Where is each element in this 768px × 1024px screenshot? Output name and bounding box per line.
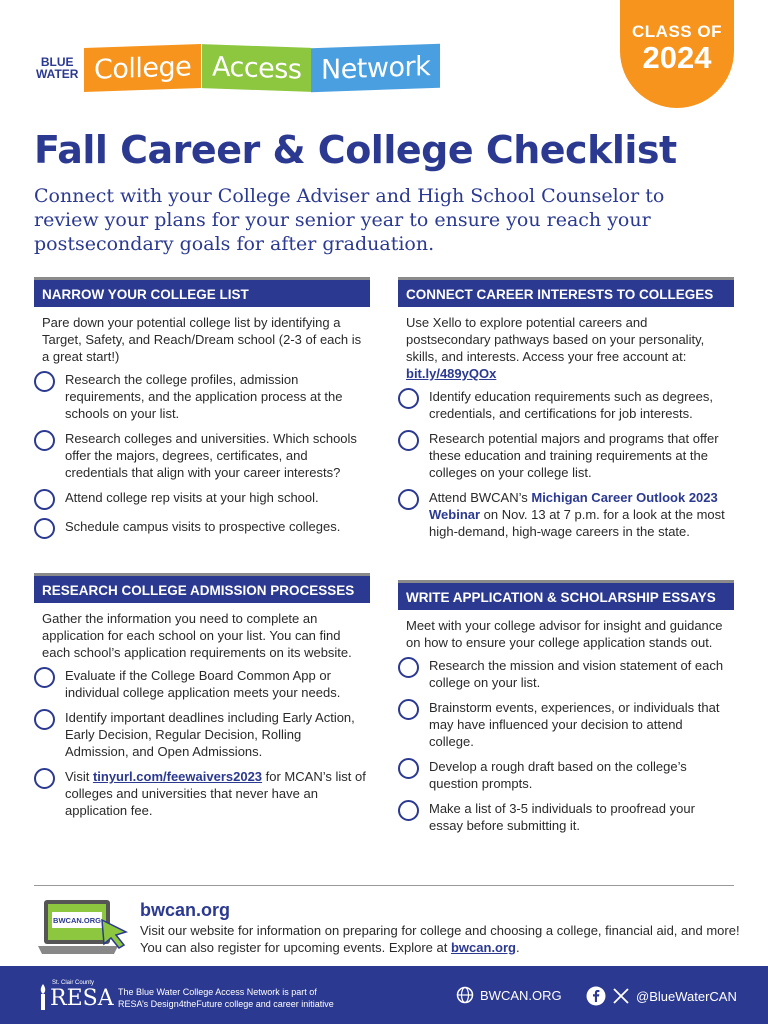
xello-link[interactable]: bit.ly/489yQOx: [406, 366, 497, 381]
checklist-item: [398, 489, 734, 540]
section-description: Pare down your potential college list by identifying a Target, Safety, and Reach/Dream school (2-3 of each is a great start!): [42, 315, 362, 364]
webinar-name: Michigan Career Outlook 2023 Webinar: [429, 490, 718, 522]
checkbox-circle[interactable]: [398, 657, 419, 678]
section-admission-processes: [34, 573, 370, 827]
checklist-item: [34, 371, 370, 422]
checklist-text: Identify education requirements such as degrees, credentials, and certifications for job interests.: [429, 389, 714, 421]
website-link[interactable]: bwcan.org: [450, 940, 516, 955]
checkbox-circle[interactable]: [34, 709, 55, 730]
page-title: Fall Career & College Checklist: [34, 128, 677, 172]
laptop-screen-label: BWCAN.ORG: [53, 916, 101, 925]
description-text: Use Xello to explore potential careers and postsecondary pathways based on your personality, skills, and interests. Access your free account at:: [406, 315, 705, 364]
checklist-item: [34, 489, 370, 510]
checklist-text: Evaluate if the College Board Common App or individual college application meets your needs.: [65, 668, 341, 700]
checklist-item: [398, 388, 734, 422]
checkbox-circle[interactable]: [398, 430, 419, 451]
x-twitter-icon[interactable]: [612, 987, 630, 1005]
bwcan-logo: [36, 40, 440, 96]
logo-small-2: WATER: [36, 67, 79, 81]
checklist-text: Make a list of 3-5 individuals to proofread your essay before submitting it.: [429, 801, 695, 833]
checklist-text: [65, 768, 370, 819]
footer-web-text: BWCAN.ORG: [480, 987, 562, 1003]
section-description: [398, 307, 734, 382]
text-post: on Nov. 13 at 7 p.m. for a look at the most high-demand, high-wage careers in the state.: [429, 507, 725, 539]
logo-word-network: Network: [311, 44, 440, 93]
logo-blue-water: [36, 56, 78, 80]
laptop-icon: [36, 898, 132, 958]
logo-small-1: BLUE: [40, 55, 74, 69]
checkbox-circle[interactable]: [34, 371, 55, 392]
badge-label: CLASS OF: [632, 22, 722, 41]
checklist-item: [34, 667, 370, 701]
facebook-icon[interactable]: [586, 986, 606, 1006]
checklist-text: Schedule campus visits to prospective colleges.: [65, 519, 341, 534]
checkbox-circle[interactable]: [398, 489, 419, 510]
checklist-text: Research the mission and vision statement of each college on your list.: [429, 658, 724, 690]
section-description: Gather the information you need to complete an application for each school on your list. You can find each school’s application requirements on its website.: [42, 611, 352, 660]
checklist-item: [398, 699, 734, 750]
checkbox-circle[interactable]: [34, 430, 55, 451]
checklist-item: [398, 657, 734, 691]
checklist-item: [34, 768, 370, 819]
section-heading: NARROW YOUR COLLEGE LIST: [34, 277, 370, 307]
website-text-end: .: [516, 940, 520, 955]
checkbox-circle[interactable]: [34, 667, 55, 688]
torch-icon: [36, 982, 50, 1012]
section-heading: WRITE APPLICATION & SCHOLARSHIP ESSAYS: [398, 580, 734, 610]
checklist-item: [34, 709, 370, 760]
text-pre: Attend BWCAN’s: [429, 490, 532, 505]
footer-social-handle: @BlueWaterCAN: [636, 988, 737, 1004]
logo-word-college: College: [84, 44, 201, 92]
resa-small-text: St. Clair County: [52, 980, 95, 986]
resa-logo: [36, 980, 114, 1012]
section-essays: [398, 580, 734, 842]
section-description: Meet with your college advisor for insight and guidance on how to ensure your college application stands out.: [406, 618, 723, 650]
checklist-text: Brainstorm events, experiences, or individuals that may have influenced your decision to attend college.: [429, 700, 720, 749]
logo-word-access: Access: [202, 44, 311, 92]
feewaivers-link[interactable]: tinyurl.com/feewaivers2023: [92, 769, 263, 784]
checklist-text: Research colleges and universities. Which schools offer the majors, degrees, certificates, and credentials that align with your career interests?: [65, 431, 357, 480]
section-heading: RESEARCH COLLEGE ADMISSION PROCESSES: [34, 573, 370, 603]
website-title[interactable]: bwcan.org: [140, 900, 231, 920]
checklist-item: [398, 758, 734, 792]
section-heading: CONNECT CAREER INTERESTS TO COLLEGES: [398, 277, 734, 307]
text-pre: Visit: [65, 769, 93, 784]
intro-text: Connect with your College Adviser and High School Counselor to review your plans for your senior year to ensure you reach your postsecondary goals for after graduation.: [34, 185, 665, 255]
divider: [34, 885, 734, 886]
checklist-text: Attend college rep visits at your high school.: [65, 490, 319, 505]
checklist-text: Develop a rough draft based on the college’s question prompts.: [429, 759, 687, 791]
checkbox-circle[interactable]: [34, 489, 55, 510]
section-career-interests: [398, 277, 734, 548]
checkbox-circle[interactable]: [398, 758, 419, 779]
checkbox-circle[interactable]: [34, 768, 55, 789]
footer-note: The Blue Water College Access Network is part of RESA’s Design4theFuture college and career initiative: [118, 987, 334, 1009]
checklist-text: Research potential majors and programs that offer these education and training requirements at the colleges on your college list.: [429, 431, 719, 480]
badge-year: 2024: [642, 40, 712, 75]
class-of-badge: [620, 0, 734, 108]
checklist-item: [398, 800, 734, 834]
section-narrow-college-list: [34, 277, 370, 547]
checklist-text: [429, 489, 734, 540]
text-post: for MCAN’s list of colleges and universities that never have an application fee.: [65, 769, 366, 818]
footer-website[interactable]: [456, 986, 562, 1004]
checklist-item: [398, 430, 734, 481]
globe-icon: [456, 986, 474, 1004]
footer-social[interactable]: [586, 986, 737, 1006]
checklist-item: [34, 518, 370, 539]
footer-bar: [0, 966, 768, 1024]
website-text: Visit our website for information on preparing for college and choosing a college, financial aid, and more! You can also register for upcoming events. Explore at: [140, 923, 740, 955]
checklist-text: Research the college profiles, admission requirements, and the application process at the schools on your list.: [65, 372, 343, 421]
resa-text: RESA: [50, 986, 114, 1011]
checkbox-circle[interactable]: [398, 699, 419, 720]
checkbox-circle[interactable]: [34, 518, 55, 539]
checklist-text: Identify important deadlines including Early Action, Early Decision, Regular Decision, Rolling Admission, and Open Admissions.: [65, 710, 355, 759]
checkbox-circle[interactable]: [398, 388, 419, 409]
website-description: [140, 922, 740, 956]
checklist-item: [34, 430, 370, 481]
checkbox-circle[interactable]: [398, 800, 419, 821]
